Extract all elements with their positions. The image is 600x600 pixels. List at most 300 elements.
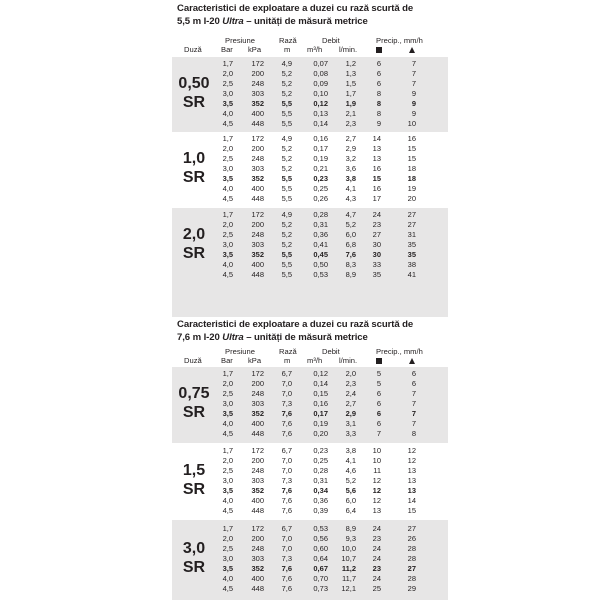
cell-bar: 2,0 — [222, 379, 233, 388]
header-bar: Bar — [221, 45, 233, 54]
cell-precip-square: 8 — [376, 89, 381, 98]
table-row — [172, 210, 448, 220]
cell-m3h: 0,21 — [313, 164, 328, 173]
cell-bar: 3,0 — [222, 554, 233, 563]
table-row — [172, 399, 448, 409]
cell-lmin: 1,9 — [345, 99, 356, 108]
nozzle-suffix: SR — [182, 245, 206, 262]
cell-raza: 5,5 — [281, 174, 292, 183]
cell-precip-square: 6 — [376, 389, 381, 398]
nozzle-block — [172, 132, 448, 208]
cell-lmin: 4,1 — [345, 456, 356, 465]
cell-bar: 2,5 — [222, 79, 233, 88]
cell-precip-square: 23 — [372, 564, 381, 573]
cell-raza: 5,2 — [281, 144, 292, 153]
table-row — [172, 429, 448, 439]
header-raza: Rază — [279, 36, 297, 45]
cell-precip-square: 6 — [376, 59, 381, 68]
table-row — [172, 59, 448, 69]
cell-lmin: 4,1 — [345, 184, 356, 193]
cell-kpa: 200 — [251, 534, 264, 543]
table-row — [172, 574, 448, 584]
header-debit: Debit — [322, 347, 340, 356]
table-row — [172, 496, 448, 506]
cell-m3h: 0,14 — [313, 379, 328, 388]
cell-m3h: 0,26 — [313, 194, 328, 203]
cell-raza: 7,6 — [281, 506, 292, 515]
cell-kpa: 303 — [251, 240, 264, 249]
cell-kpa: 200 — [251, 144, 264, 153]
nozzle-suffix: SR — [182, 481, 206, 498]
cell-m3h: 0,25 — [313, 184, 328, 193]
cell-precip-square: 13 — [372, 506, 381, 515]
cell-m3h: 0,13 — [313, 109, 328, 118]
cell-lmin: 4,3 — [345, 194, 356, 203]
cell-precip-triangle: 7 — [411, 79, 416, 88]
cell-lmin: 8,9 — [345, 524, 356, 533]
cell-m3h: 0,12 — [313, 99, 328, 108]
cell-kpa: 400 — [251, 496, 264, 505]
cell-kpa: 448 — [251, 194, 264, 203]
cell-precip-triangle: 14 — [407, 496, 416, 505]
cell-bar: 3,5 — [222, 486, 233, 495]
cell-kpa: 448 — [251, 429, 264, 438]
cell-precip-triangle: 6 — [411, 379, 416, 388]
cell-bar: 4,5 — [222, 270, 233, 279]
nozzle-suffix: SR — [182, 404, 206, 421]
table-row — [172, 164, 448, 174]
cell-precip-square: 13 — [372, 144, 381, 153]
cell-bar: 2,0 — [222, 456, 233, 465]
cell-bar: 4,0 — [222, 419, 233, 428]
spec-sheet — [172, 0, 448, 600]
section-title — [177, 319, 447, 344]
cell-raza: 7,6 — [281, 564, 292, 573]
cell-precip-triangle: 31 — [407, 230, 416, 239]
cell-bar: 4,0 — [222, 496, 233, 505]
cell-raza: 7,0 — [281, 379, 292, 388]
cell-raza: 7,6 — [281, 486, 292, 495]
header-kpa: kPa — [248, 45, 262, 54]
cell-raza: 7,0 — [281, 544, 292, 553]
cell-precip-square: 24 — [372, 210, 381, 219]
cell-kpa: 352 — [251, 409, 264, 418]
cell-precip-square: 30 — [372, 240, 381, 249]
cell-precip-square: 7 — [376, 429, 381, 438]
cell-bar: 2,0 — [222, 534, 233, 543]
table-row — [172, 240, 448, 250]
nozzle-block — [172, 57, 448, 132]
cell-precip-square: 24 — [372, 554, 381, 563]
cell-kpa: 200 — [251, 456, 264, 465]
table-row — [172, 174, 448, 184]
cell-raza: 7,3 — [281, 399, 292, 408]
cell-bar: 1,7 — [222, 134, 233, 143]
cell-precip-triangle: 7 — [411, 409, 416, 418]
cell-raza: 5,5 — [281, 109, 292, 118]
cell-raza: 7,6 — [281, 429, 292, 438]
cell-precip-square: 12 — [372, 496, 381, 505]
cell-m3h: 0,31 — [313, 220, 328, 229]
cell-lmin: 1,5 — [345, 79, 356, 88]
title-line-1: Caracteristici de exploatare a duzei cu rază scurtă de — [177, 3, 414, 14]
cell-precip-square: 16 — [372, 164, 381, 173]
cell-m3h: 0,70 — [313, 574, 328, 583]
cell-lmin: 2,9 — [345, 409, 356, 418]
cell-raza: 6,7 — [281, 524, 292, 533]
title-post: – unități de măsură metrice — [243, 331, 368, 343]
cell-m3h: 0,53 — [313, 270, 328, 279]
cell-bar: 1,7 — [222, 59, 233, 68]
cell-raza: 5,5 — [281, 184, 292, 193]
nozzle-block — [172, 208, 448, 283]
triangle-icon — [409, 357, 415, 366]
cell-raza: 7,0 — [281, 534, 292, 543]
cell-lmin: 5,2 — [345, 220, 356, 229]
cell-precip-square: 6 — [376, 419, 381, 428]
cell-m3h: 0,67 — [313, 564, 328, 573]
cell-m3h: 0,23 — [313, 174, 328, 183]
cell-precip-square: 13 — [372, 154, 381, 163]
cell-raza: 5,2 — [281, 230, 292, 239]
cell-precip-triangle: 13 — [407, 466, 416, 475]
cell-bar: 3,5 — [222, 99, 233, 108]
cell-lmin: 10,0 — [341, 544, 356, 553]
cell-m3h: 0,41 — [313, 240, 328, 249]
cell-precip-triangle: 7 — [411, 59, 416, 68]
cell-precip-square: 23 — [372, 534, 381, 543]
header-presiune: Presiune — [225, 347, 255, 356]
cell-raza: 7,3 — [281, 476, 292, 485]
table-row — [172, 379, 448, 389]
cell-precip-square: 33 — [372, 260, 381, 269]
cell-lmin: 3,3 — [345, 429, 356, 438]
cell-lmin: 2,3 — [345, 119, 356, 128]
cell-m3h: 0,14 — [313, 119, 328, 128]
cell-m3h: 0,36 — [313, 496, 328, 505]
cell-raza: 7,6 — [281, 496, 292, 505]
cell-m3h: 0,17 — [313, 409, 328, 418]
cell-precip-triangle: 7 — [411, 399, 416, 408]
cell-kpa: 400 — [251, 419, 264, 428]
cell-precip-square: 14 — [372, 134, 381, 143]
cell-precip-square: 6 — [376, 69, 381, 78]
cell-raza: 5,2 — [281, 164, 292, 173]
cell-raza: 4,9 — [281, 59, 292, 68]
header-presiune: Presiune — [225, 36, 255, 45]
cell-bar: 2,5 — [222, 154, 233, 163]
cell-lmin: 6,0 — [345, 230, 356, 239]
title-line-2 — [177, 332, 447, 345]
cell-kpa: 448 — [251, 584, 264, 593]
cell-bar: 4,5 — [222, 119, 233, 128]
cell-bar: 3,0 — [222, 164, 233, 173]
header-bar: Bar — [221, 356, 233, 365]
cell-m3h: 0,34 — [313, 486, 328, 495]
cell-m3h: 0,73 — [313, 584, 328, 593]
triangle-icon — [409, 46, 415, 55]
cell-bar: 2,5 — [222, 230, 233, 239]
cell-precip-square: 10 — [372, 446, 381, 455]
cell-lmin: 2,7 — [345, 134, 356, 143]
header-duza: Duză — [184, 45, 202, 54]
table-row — [172, 486, 448, 496]
cell-lmin: 5,6 — [345, 486, 356, 495]
cell-raza: 5,2 — [281, 69, 292, 78]
cell-precip-triangle: 27 — [407, 210, 416, 219]
cell-kpa: 200 — [251, 69, 264, 78]
cell-kpa: 400 — [251, 109, 264, 118]
cell-bar: 2,5 — [222, 466, 233, 475]
cell-precip-triangle: 7 — [411, 69, 416, 78]
cell-m3h: 0,19 — [313, 419, 328, 428]
cell-precip-square: 12 — [372, 486, 381, 495]
cell-precip-square: 35 — [372, 270, 381, 279]
cell-lmin: 3,8 — [345, 174, 356, 183]
cell-m3h: 0,07 — [313, 59, 328, 68]
cell-raza: 7,6 — [281, 419, 292, 428]
cell-precip-triangle: 27 — [407, 220, 416, 229]
cell-bar: 3,0 — [222, 240, 233, 249]
cell-lmin: 2,3 — [345, 379, 356, 388]
table-row — [172, 409, 448, 419]
cell-precip-triangle: 9 — [411, 99, 416, 108]
cell-m3h: 0,16 — [313, 399, 328, 408]
cell-kpa: 172 — [251, 59, 264, 68]
cell-precip-triangle: 27 — [407, 524, 416, 533]
table-row — [172, 230, 448, 240]
table-row — [172, 134, 448, 144]
cell-m3h: 0,45 — [313, 250, 328, 259]
cell-precip-square: 30 — [372, 250, 381, 259]
cell-bar: 3,5 — [222, 250, 233, 259]
cell-m3h: 0,17 — [313, 144, 328, 153]
cell-kpa: 303 — [251, 476, 264, 485]
cell-lmin: 7,6 — [345, 250, 356, 259]
cell-kpa: 352 — [251, 486, 264, 495]
cell-bar: 2,0 — [222, 144, 233, 153]
cell-precip-square: 16 — [372, 184, 381, 193]
cell-kpa: 248 — [251, 466, 264, 475]
cell-lmin: 6,0 — [345, 496, 356, 505]
nozzle-block — [172, 367, 448, 443]
cell-kpa: 248 — [251, 544, 264, 553]
cell-bar: 1,7 — [222, 524, 233, 533]
cell-lmin: 8,3 — [345, 260, 356, 269]
header-m3h: m³/h — [307, 356, 323, 365]
cell-kpa: 248 — [251, 79, 264, 88]
table-row — [172, 564, 448, 574]
cell-bar: 3,5 — [222, 174, 233, 183]
title-line-2 — [177, 16, 447, 29]
cell-kpa: 400 — [251, 184, 264, 193]
cell-kpa: 303 — [251, 89, 264, 98]
cell-lmin: 3,6 — [345, 164, 356, 173]
cell-bar: 4,0 — [222, 574, 233, 583]
cell-lmin: 6,8 — [345, 240, 356, 249]
table-row — [172, 99, 448, 109]
nozzle-block — [172, 443, 448, 520]
header-precip: Precip., mm/h — [376, 347, 423, 356]
section-title — [177, 3, 447, 28]
cell-precip-triangle: 28 — [407, 554, 416, 563]
cell-precip-square: 12 — [372, 476, 381, 485]
cell-lmin: 2,9 — [345, 144, 356, 153]
table-row — [172, 144, 448, 154]
cell-lmin: 3,8 — [345, 446, 356, 455]
table-row — [172, 250, 448, 260]
cell-lmin: 3,2 — [345, 154, 356, 163]
title-pre: 5,5 m I-20 — [177, 15, 223, 27]
cell-raza: 5,2 — [281, 240, 292, 249]
cell-bar: 1,7 — [222, 210, 233, 219]
nozzle-size: 1,0 — [182, 150, 206, 167]
table-row — [172, 419, 448, 429]
title-em: Ultra — [222, 331, 244, 343]
cell-precip-triangle: 41 — [407, 270, 416, 279]
table-row — [172, 389, 448, 399]
nozzle-block — [172, 520, 448, 600]
cell-lmin: 6,4 — [345, 506, 356, 515]
cell-precip-triangle: 20 — [407, 194, 416, 203]
square-icon — [376, 46, 382, 55]
cell-m3h: 0,10 — [313, 89, 328, 98]
cell-lmin: 5,2 — [345, 476, 356, 485]
cell-precip-triangle: 27 — [407, 564, 416, 573]
cell-raza: 5,5 — [281, 260, 292, 269]
square-icon — [376, 357, 382, 366]
cell-m3h: 0,20 — [313, 429, 328, 438]
cell-kpa: 448 — [251, 506, 264, 515]
cell-bar: 3,5 — [222, 564, 233, 573]
cell-m3h: 0,39 — [313, 506, 328, 515]
cell-m3h: 0,53 — [313, 524, 328, 533]
cell-m3h: 0,19 — [313, 154, 328, 163]
cell-kpa: 248 — [251, 230, 264, 239]
nozzle-suffix: SR — [182, 94, 206, 111]
cell-kpa: 172 — [251, 210, 264, 219]
header-debit: Debit — [322, 36, 340, 45]
table-row — [172, 584, 448, 594]
cell-lmin: 2,7 — [345, 399, 356, 408]
cell-raza: 7,6 — [281, 574, 292, 583]
cell-kpa: 400 — [251, 574, 264, 583]
cell-m3h: 0,09 — [313, 79, 328, 88]
cell-bar: 2,0 — [222, 69, 233, 78]
cell-precip-triangle: 19 — [407, 184, 416, 193]
title-line-1: Caracteristici de exploatare a duzei cu rază scurtă de — [177, 319, 414, 330]
cell-precip-square: 23 — [372, 220, 381, 229]
nozzle-size: 2,0 — [182, 226, 206, 243]
cell-lmin: 11,2 — [341, 564, 356, 573]
cell-kpa: 248 — [251, 154, 264, 163]
table-row — [172, 554, 448, 564]
cell-precip-square: 27 — [372, 230, 381, 239]
cell-m3h: 0,23 — [313, 446, 328, 455]
cell-precip-square: 25 — [372, 584, 381, 593]
table-row — [172, 119, 448, 129]
cell-m3h: 0,25 — [313, 456, 328, 465]
cell-kpa: 400 — [251, 260, 264, 269]
cell-precip-triangle: 12 — [407, 456, 416, 465]
cell-precip-triangle: 9 — [411, 89, 416, 98]
cell-precip-square: 17 — [372, 194, 381, 203]
cell-kpa: 303 — [251, 554, 264, 563]
cell-m3h: 0,36 — [313, 230, 328, 239]
cell-raza: 5,5 — [281, 194, 292, 203]
cell-lmin: 4,6 — [345, 466, 356, 475]
cell-raza: 7,0 — [281, 389, 292, 398]
cell-raza: 4,9 — [281, 210, 292, 219]
cell-precip-triangle: 15 — [407, 506, 416, 515]
title-pre: 7,6 m I-20 — [177, 331, 223, 343]
cell-m3h: 0,64 — [313, 554, 328, 563]
cell-kpa: 352 — [251, 250, 264, 259]
table-row — [172, 466, 448, 476]
cell-raza: 5,5 — [281, 119, 292, 128]
header-precip: Precip., mm/h — [376, 36, 423, 45]
header-kpa: kPa — [248, 356, 262, 365]
cell-raza: 7,3 — [281, 554, 292, 563]
cell-bar: 3,0 — [222, 399, 233, 408]
cell-raza: 4,9 — [281, 134, 292, 143]
title-em: Ultra — [222, 15, 244, 27]
cell-m3h: 0,15 — [313, 389, 328, 398]
cell-raza: 7,6 — [281, 409, 292, 418]
nozzle-size: 0,50 — [178, 75, 210, 92]
cell-precip-triangle: 9 — [411, 109, 416, 118]
cell-bar: 3,0 — [222, 476, 233, 485]
cell-bar: 3,0 — [222, 89, 233, 98]
cell-bar: 2,5 — [222, 389, 233, 398]
cell-precip-triangle: 16 — [407, 134, 416, 143]
table-row — [172, 220, 448, 230]
header-m3h: m³/h — [307, 45, 323, 54]
cell-precip-square: 9 — [376, 119, 381, 128]
cell-bar: 3,5 — [222, 409, 233, 418]
table-row — [172, 79, 448, 89]
cell-m3h: 0,50 — [313, 260, 328, 269]
cell-lmin: 10,7 — [341, 554, 356, 563]
table-row — [172, 109, 448, 119]
cell-precip-square: 8 — [376, 99, 381, 108]
cell-raza: 5,5 — [281, 99, 292, 108]
cell-bar: 2,5 — [222, 544, 233, 553]
cell-kpa: 352 — [251, 564, 264, 573]
cell-lmin: 4,7 — [345, 210, 356, 219]
table-row — [172, 456, 448, 466]
table-row — [172, 446, 448, 456]
table-row — [172, 154, 448, 164]
cell-precip-triangle: 13 — [407, 476, 416, 485]
cell-raza: 6,7 — [281, 446, 292, 455]
cell-precip-square: 5 — [376, 379, 381, 388]
cell-kpa: 200 — [251, 379, 264, 388]
cell-precip-triangle: 8 — [411, 429, 416, 438]
cell-raza: 5,2 — [281, 154, 292, 163]
cell-lmin: 2,0 — [345, 369, 356, 378]
cell-kpa: 448 — [251, 270, 264, 279]
cell-precip-triangle: 10 — [407, 119, 416, 128]
cell-precip-square: 11 — [373, 466, 381, 475]
cell-bar: 4,0 — [222, 184, 233, 193]
cell-precip-triangle: 15 — [407, 144, 416, 153]
table-row — [172, 184, 448, 194]
table-row — [172, 69, 448, 79]
cell-bar: 2,0 — [222, 220, 233, 229]
cell-precip-triangle: 6 — [411, 369, 416, 378]
cell-bar: 4,0 — [222, 109, 233, 118]
